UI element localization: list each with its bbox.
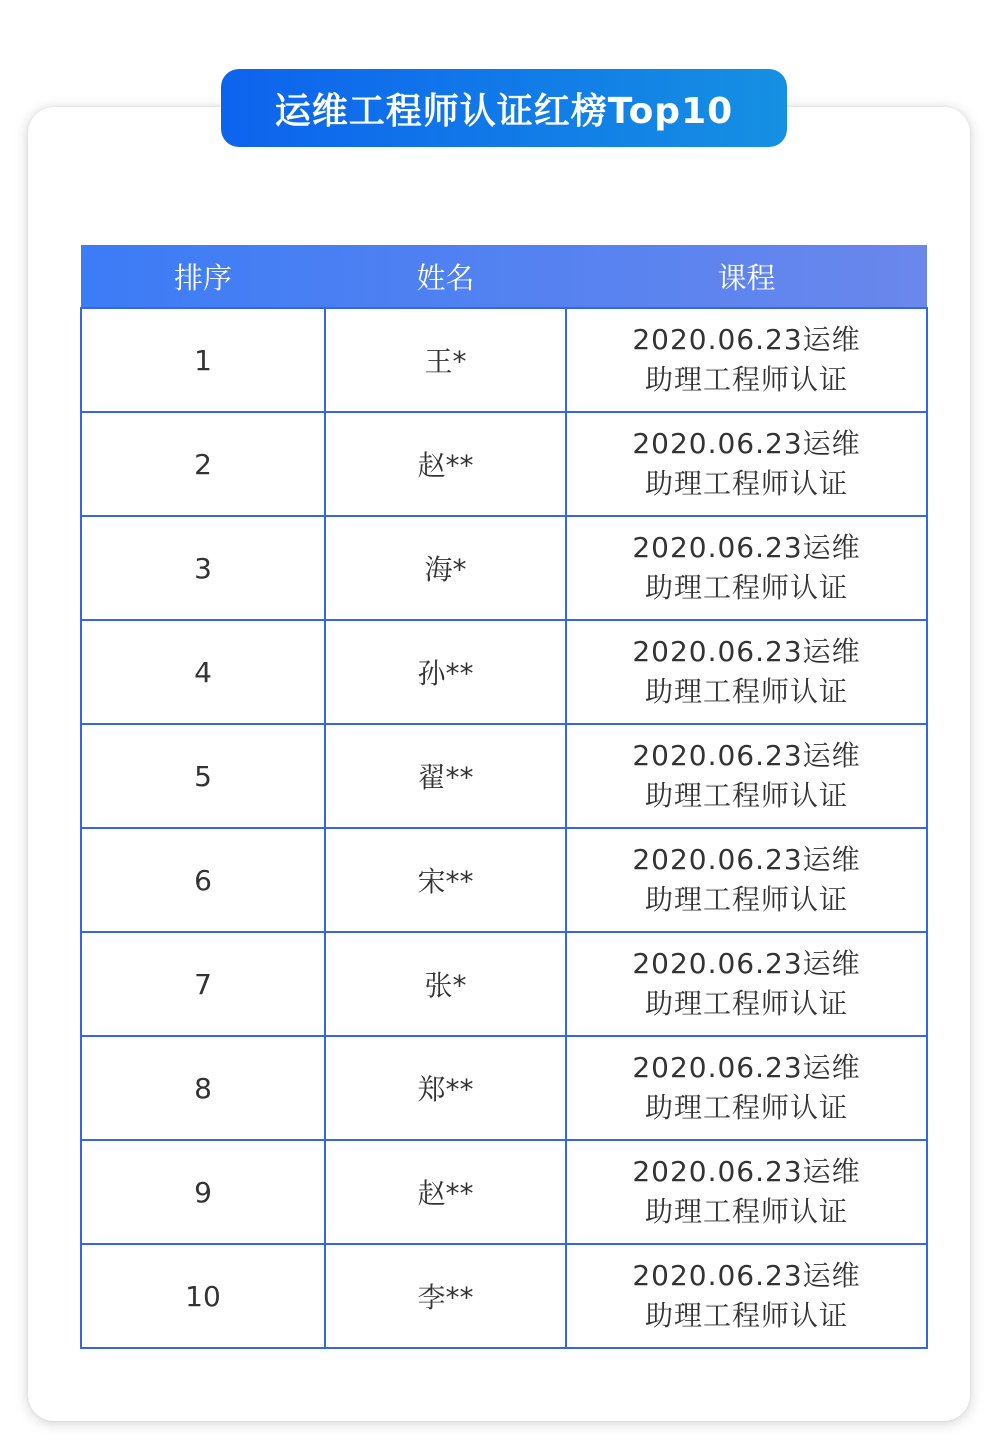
name-cell: 孙**	[325, 620, 566, 724]
course-cell	[566, 1244, 927, 1348]
course-line: 助理工程师认证	[644, 363, 848, 396]
name-cell: 赵**	[325, 412, 566, 516]
course-line: 2020.06.23运维	[632, 427, 861, 460]
rank-cell: 2	[81, 412, 325, 516]
table-row	[81, 724, 927, 828]
name-cell: 海*	[325, 516, 566, 620]
course-line: 助理工程师认证	[644, 1299, 848, 1332]
table-row	[81, 1140, 927, 1244]
name-cell: 郑**	[325, 1036, 566, 1140]
course-cell	[566, 620, 927, 724]
course-line: 助理工程师认证	[644, 987, 848, 1020]
course-cell	[566, 1140, 927, 1244]
table-row	[81, 516, 927, 620]
course-line: 2020.06.23运维	[632, 635, 861, 668]
course-line: 助理工程师认证	[644, 675, 848, 708]
table-row	[81, 1244, 927, 1348]
course-line: 2020.06.23运维	[632, 1051, 861, 1084]
course-line: 助理工程师认证	[644, 1195, 848, 1228]
course-cell	[566, 308, 927, 412]
rank-cell: 4	[81, 620, 325, 724]
ranking-table	[80, 245, 928, 1349]
name-cell: 翟**	[325, 724, 566, 828]
course-line: 2020.06.23运维	[632, 739, 861, 772]
table-header-row	[81, 245, 927, 308]
rank-cell: 6	[81, 828, 325, 932]
course-line: 2020.06.23运维	[632, 531, 861, 564]
course-cell	[566, 516, 927, 620]
name-cell: 李**	[325, 1244, 566, 1348]
table-header	[81, 245, 927, 308]
course-line: 助理工程师认证	[644, 779, 848, 812]
rank-cell: 8	[81, 1036, 325, 1140]
course-cell	[566, 828, 927, 932]
column-header-course: 课程	[717, 260, 776, 295]
course-line: 2020.06.23运维	[632, 1155, 861, 1188]
page-title: 运维工程师认证红榜Top10	[221, 69, 787, 147]
rank-cell: 10	[81, 1244, 325, 1348]
course-cell	[566, 932, 927, 1036]
name-cell: 王*	[325, 308, 566, 412]
column-header-rank: 排序	[173, 260, 232, 295]
table-row	[81, 412, 927, 516]
column-header-name: 姓名	[416, 260, 475, 295]
course-cell	[566, 412, 927, 516]
table-row	[81, 932, 927, 1036]
rank-cell: 9	[81, 1140, 325, 1244]
table-body	[81, 308, 927, 1348]
table-row	[81, 828, 927, 932]
table-row	[81, 620, 927, 724]
name-cell: 宋**	[325, 828, 566, 932]
rank-cell: 1	[81, 308, 325, 412]
course-line: 2020.06.23运维	[632, 843, 861, 876]
course-line: 2020.06.23运维	[632, 947, 861, 980]
course-line: 2020.06.23运维	[632, 1259, 861, 1292]
course-cell	[566, 724, 927, 828]
course-cell	[566, 1036, 927, 1140]
rank-cell: 5	[81, 724, 325, 828]
table-row	[81, 308, 927, 412]
course-line: 助理工程师认证	[644, 571, 848, 604]
rank-cell: 7	[81, 932, 325, 1036]
rank-cell: 3	[81, 516, 325, 620]
course-line: 助理工程师认证	[644, 883, 848, 916]
course-line: 助理工程师认证	[644, 467, 848, 500]
course-line: 助理工程师认证	[644, 1091, 848, 1124]
table-row	[81, 1036, 927, 1140]
name-cell: 张*	[325, 932, 566, 1036]
course-line: 2020.06.23运维	[632, 323, 861, 356]
name-cell: 赵**	[325, 1140, 566, 1244]
